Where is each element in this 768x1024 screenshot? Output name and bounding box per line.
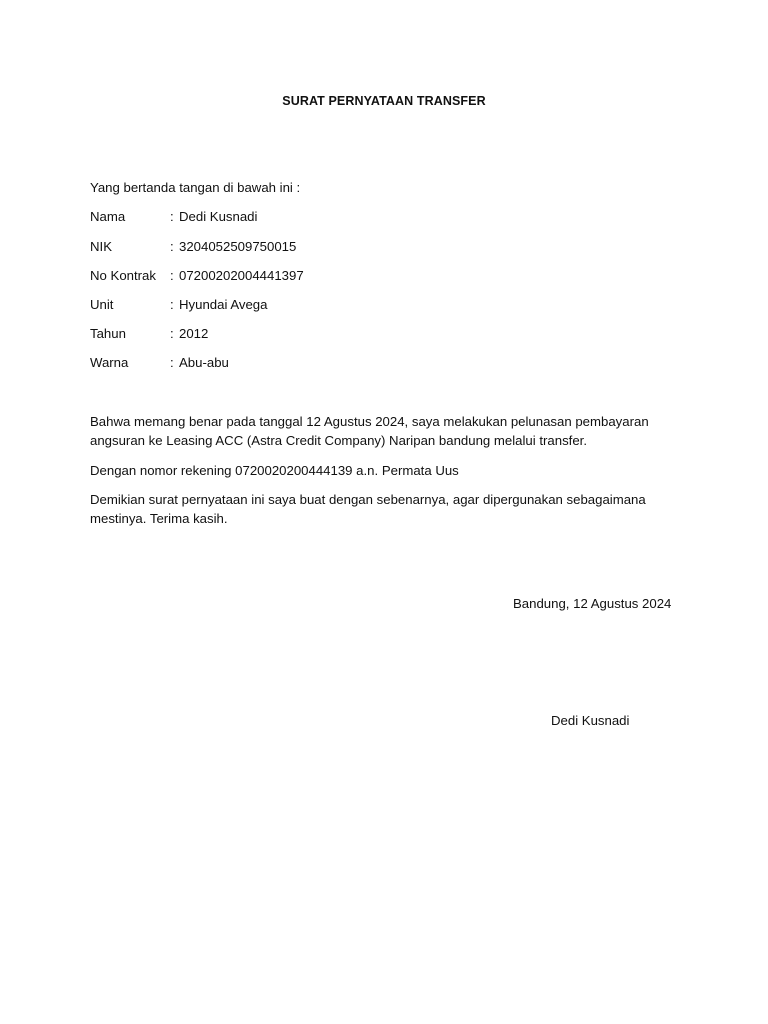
document-title: SURAT PERNYATAAN TRANSFER xyxy=(282,94,486,108)
field-label: Unit xyxy=(90,297,114,312)
field-colon: : xyxy=(170,239,174,254)
field-value: Hyundai Avega xyxy=(179,297,268,312)
field-colon: : xyxy=(170,268,174,283)
field-value: 2012 xyxy=(179,326,209,341)
signer-name: Dedi Kusnadi xyxy=(551,713,630,728)
field-colon: : xyxy=(170,297,174,312)
field-value: 07200202004441397 xyxy=(179,268,304,283)
intro-text: Yang bertanda tangan di bawah ini : xyxy=(90,180,301,195)
field-value: Abu-abu xyxy=(179,355,229,370)
field-value: 3204052509750015 xyxy=(179,239,297,254)
field-label: Tahun xyxy=(90,326,126,341)
account-paragraph: Dengan nomor rekening 0720020200444139 a.n. Permata Uus xyxy=(90,463,459,478)
statement-paragraph: Bahwa memang benar pada tanggal 12 Agustus 2024, saya melakukan pelunasan pembayaran angsuran ke Leasing ACC (Astra Credit Company) Naripan bandung melalui transfer. xyxy=(90,414,649,448)
field-label: NIK xyxy=(90,239,112,254)
field-label: No Kontrak xyxy=(90,268,156,283)
field-value: Dedi Kusnadi xyxy=(179,209,258,224)
field-label: Nama xyxy=(90,209,126,224)
field-colon: : xyxy=(170,326,174,341)
field-colon: : xyxy=(170,209,174,224)
closing-paragraph: Demikian surat pernyataan ini saya buat dengan sebenarnya, agar dipergunakan sebagaimana mestinya. Terima kasih. xyxy=(90,492,646,526)
field-label: Warna xyxy=(90,355,129,370)
place-date: Bandung, 12 Agustus 2024 xyxy=(513,596,672,611)
field-colon: : xyxy=(170,355,174,370)
